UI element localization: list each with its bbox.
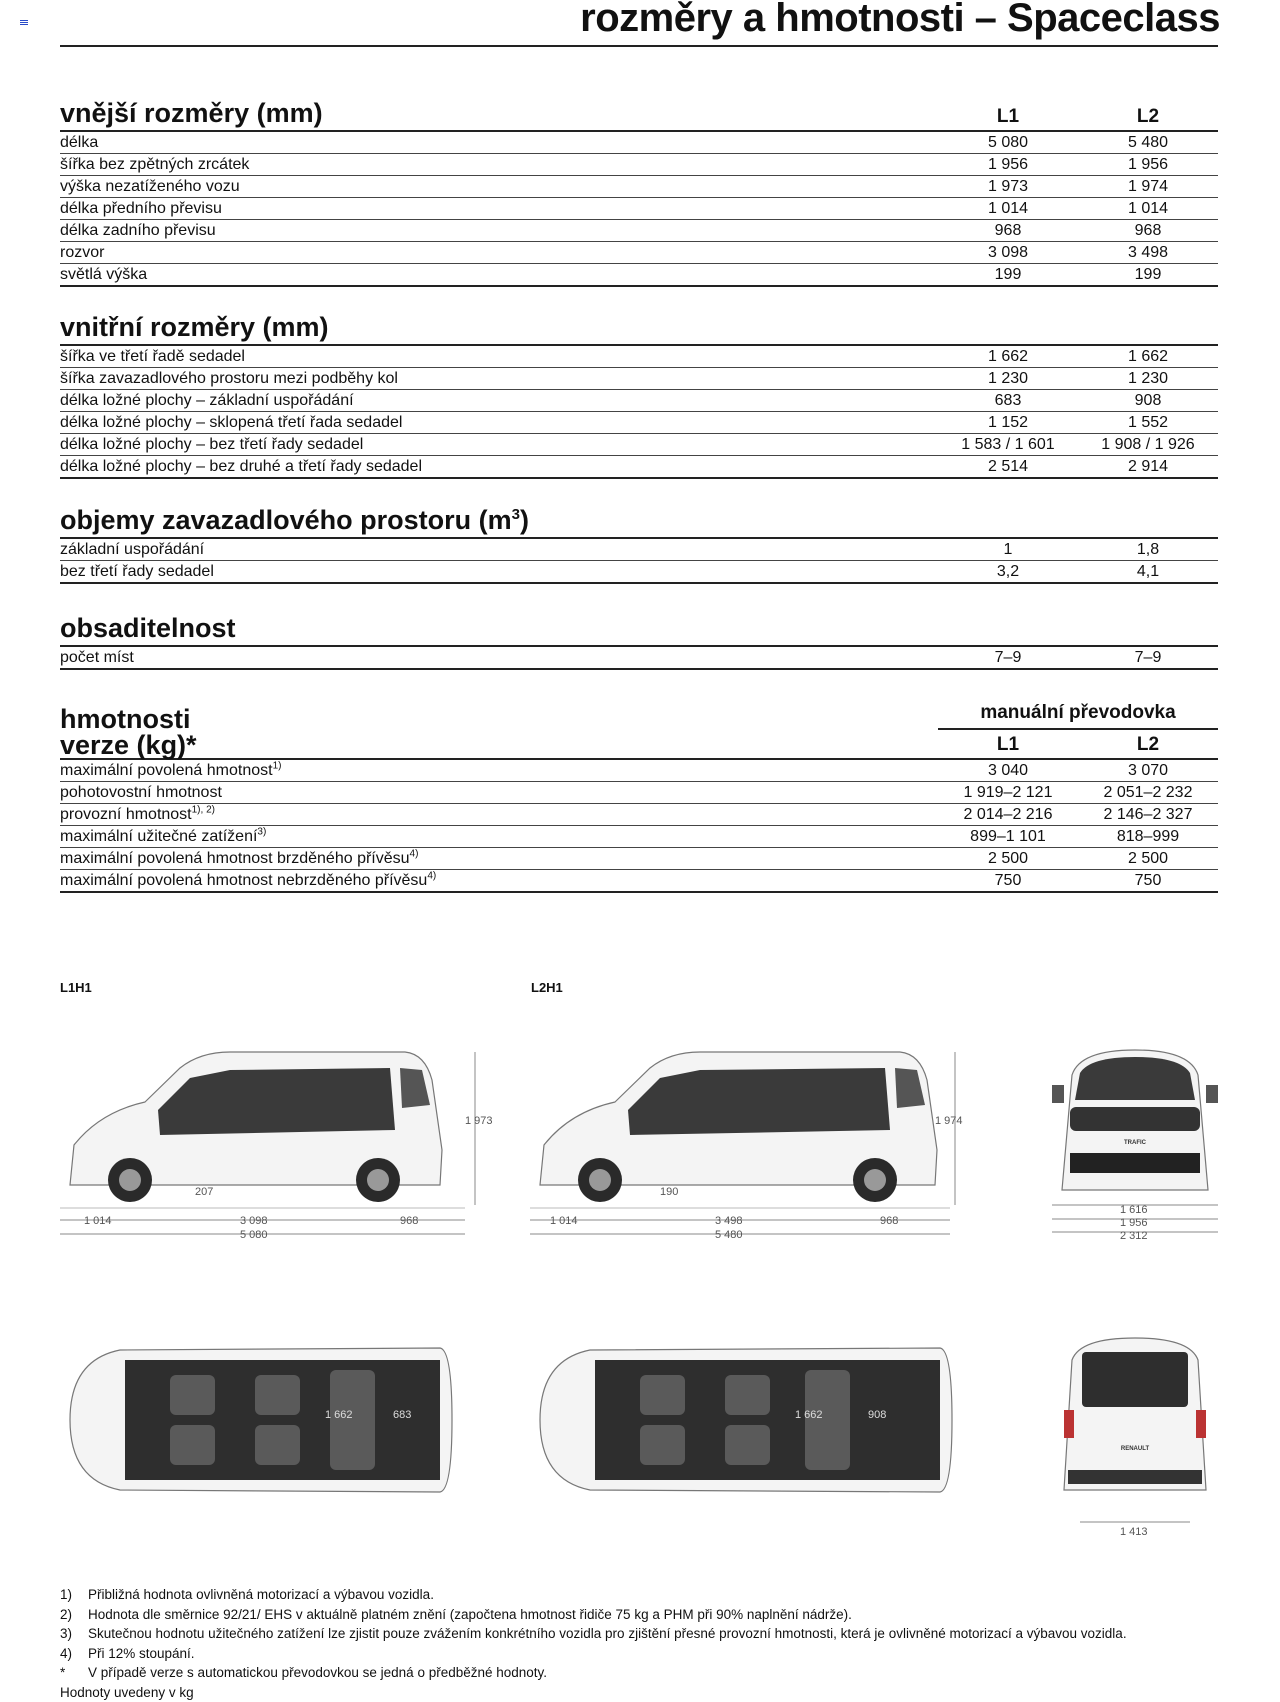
row-value-l2: 3 070 bbox=[1078, 760, 1218, 781]
row-value-l1: 968 bbox=[938, 220, 1078, 241]
l1-clearance-dim: 207 bbox=[195, 1186, 213, 1198]
footnote: 1) Přibližná hodnota ovlivněná motorizací a výbavou vozidla. bbox=[60, 1585, 1127, 1605]
row-value-l2: 7–9 bbox=[1078, 647, 1218, 668]
row-value-l1: 1 bbox=[938, 539, 1078, 560]
row-value-l1: 7–9 bbox=[938, 647, 1078, 668]
row-value-l1: 1 973 bbox=[938, 176, 1078, 197]
row-label: délka ložné plochy – bez druhé a třetí řady sedadel bbox=[60, 456, 938, 477]
row-value-l1: 750 bbox=[938, 870, 1078, 891]
table-row bbox=[60, 154, 1218, 176]
l2-front-dim: 1 014 bbox=[550, 1215, 578, 1227]
front-badge: TRAFIC bbox=[1124, 1140, 1147, 1146]
row-value-l1: 683 bbox=[938, 390, 1078, 411]
l2-side-view bbox=[530, 1040, 960, 1240]
table-row bbox=[60, 804, 1218, 826]
volumes-section bbox=[60, 505, 1218, 584]
l2-top-view bbox=[530, 1340, 960, 1500]
rear-track-dim: 1 413 bbox=[1120, 1526, 1148, 1538]
row-value-l2: 199 bbox=[1078, 264, 1218, 285]
row-value-l2: 1 014 bbox=[1078, 198, 1218, 219]
l2-wheelbase-dim: 3 498 bbox=[715, 1215, 743, 1227]
menu-icon[interactable] bbox=[20, 20, 28, 26]
l1-top-load-dim: 683 bbox=[393, 1409, 411, 1421]
seating-title: obsaditelnost bbox=[60, 613, 1218, 645]
gearbox-header bbox=[938, 702, 1218, 758]
table-row bbox=[60, 368, 1218, 390]
table-row bbox=[60, 346, 1218, 368]
footnote: 2) Hodnota dle směrnice 92/21/ EHS v aktuálně platném znění (započtena hmotnost řidiče 75 kg a PHM při 90% naplnění nádrže). bbox=[60, 1605, 1127, 1625]
seating-section bbox=[60, 613, 1218, 670]
l2-height-dim: 1 974 bbox=[935, 1115, 963, 1127]
row-value-l2: 3 498 bbox=[1078, 242, 1218, 263]
col-l2-header: L2 bbox=[1078, 106, 1218, 130]
row-label: délka ložné plochy – základní uspořádání bbox=[60, 390, 938, 411]
row-value-l1: 1 583 / 1 601 bbox=[938, 434, 1078, 455]
interior-rows bbox=[60, 346, 1218, 479]
row-label: počet míst bbox=[60, 647, 938, 668]
row-value-l2: 1 974 bbox=[1078, 176, 1218, 197]
l1-top-view bbox=[60, 1340, 460, 1500]
l1-height-dim: 1 973 bbox=[465, 1115, 493, 1127]
table-row bbox=[60, 176, 1218, 198]
exterior-section bbox=[60, 98, 1218, 287]
row-value-l1: 1 956 bbox=[938, 154, 1078, 175]
row-value-l2: 1 908 / 1 926 bbox=[1078, 434, 1218, 455]
row-label: šířka bez zpětných zrcátek bbox=[60, 154, 938, 175]
row-label: výška nezatíženého vozu bbox=[60, 176, 938, 197]
row-value-l2: 1 662 bbox=[1078, 346, 1218, 367]
gearbox-label: manuální převodovka bbox=[938, 702, 1218, 730]
table-row bbox=[60, 826, 1218, 848]
row-label: délka předního převisu bbox=[60, 198, 938, 219]
front-width-dim: 1 956 bbox=[1120, 1217, 1148, 1229]
row-value-l2: 1,8 bbox=[1078, 539, 1218, 560]
title-divider bbox=[60, 45, 1218, 47]
table-row bbox=[60, 561, 1218, 584]
table-row bbox=[60, 198, 1218, 220]
table-row bbox=[60, 848, 1218, 870]
l2-clearance-dim: 190 bbox=[660, 1186, 678, 1198]
row-label: maximální užitečné zatížení$^{3)}$ bbox=[60, 826, 938, 847]
weights-section bbox=[60, 702, 1218, 893]
volumes-rows bbox=[60, 539, 1218, 584]
volumes-title: objemy zavazadlového prostoru $(m^3)$ bbox=[60, 505, 1218, 537]
l1-side-view bbox=[60, 1040, 480, 1240]
table-row bbox=[60, 456, 1218, 479]
row-label: délka ložné plochy – bez třetí řady sedadel bbox=[60, 434, 938, 455]
row-value-l1: 3 040 bbox=[938, 760, 1078, 781]
table-row bbox=[60, 647, 1218, 670]
row-label: rozvor bbox=[60, 242, 938, 263]
row-value-l2: 2 051–2 232 bbox=[1078, 782, 1218, 803]
l2-rear-dim: 968 bbox=[880, 1215, 898, 1227]
row-value-l2: 1 956 bbox=[1078, 154, 1218, 175]
l2-top-load-dim: 908 bbox=[868, 1409, 886, 1421]
table-row bbox=[60, 782, 1218, 804]
table-row bbox=[60, 434, 1218, 456]
exterior-rows bbox=[60, 132, 1218, 287]
row-value-l1: 3,2 bbox=[938, 561, 1078, 582]
footnote: 3) Skutečnou hodnotu užitečného zatížení lze zjistit pouze zvážením konkrétního vozidla pro zjištění přesné provozní hmotnosti, která je ovlivněné motorizací a výbavou vozidla. bbox=[60, 1624, 1127, 1644]
l1-top-width-dim: 1 662 bbox=[325, 1409, 353, 1421]
row-value-l1: 199 bbox=[938, 264, 1078, 285]
row-value-l2: 968 bbox=[1078, 220, 1218, 241]
seating-rows bbox=[60, 647, 1218, 670]
row-label: maximální povolená hmotnost brzděného přívěsu$^{4)}$ bbox=[60, 848, 938, 869]
footnote: Hodnoty uvedeny v kg bbox=[60, 1683, 1127, 1702]
footnote: 4) Při 12% stoupání. bbox=[60, 1644, 1127, 1664]
row-label: maximální povolená hmotnost$^{1)}$ bbox=[60, 760, 938, 781]
row-value-l1: 2 514 bbox=[938, 456, 1078, 477]
table-row bbox=[60, 870, 1218, 893]
row-value-l2: 1 230 bbox=[1078, 368, 1218, 389]
row-label: pohotovostní hmotnost bbox=[60, 782, 938, 803]
l2-length-dim: 5 480 bbox=[715, 1229, 743, 1241]
row-label: základní uspořádání bbox=[60, 539, 938, 560]
weights-col-l2: L2 bbox=[1078, 730, 1218, 758]
row-label: bez třetí řady sedadel bbox=[60, 561, 938, 582]
row-value-l2: 2 914 bbox=[1078, 456, 1218, 477]
table-row bbox=[60, 264, 1218, 287]
rear-badge: RENAULT bbox=[1121, 1446, 1150, 1452]
row-value-l1: 1 230 bbox=[938, 368, 1078, 389]
table-row bbox=[60, 220, 1218, 242]
table-row bbox=[60, 539, 1218, 561]
col-l1-header: L1 bbox=[938, 106, 1078, 130]
row-value-l1: 1 014 bbox=[938, 198, 1078, 219]
l1-wheelbase-dim: 3 098 bbox=[240, 1215, 268, 1227]
table-row bbox=[60, 390, 1218, 412]
interior-section bbox=[60, 312, 1218, 479]
page-title: rozměry a hmotnosti – Spaceclass bbox=[580, 0, 1220, 42]
row-value-l1: 1 919–2 121 bbox=[938, 782, 1078, 803]
front-mirrors-dim: 2 312 bbox=[1120, 1230, 1148, 1242]
row-value-l2: 908 bbox=[1078, 390, 1218, 411]
l1-rear-dim: 968 bbox=[400, 1215, 418, 1227]
row-label: světlá výška bbox=[60, 264, 938, 285]
row-value-l1: 2 014–2 216 bbox=[938, 804, 1078, 825]
row-value-l2: 5 480 bbox=[1078, 132, 1218, 153]
row-value-l1: 3 098 bbox=[938, 242, 1078, 263]
row-value-l2: 2 146–2 327 bbox=[1078, 804, 1218, 825]
footnotes bbox=[60, 1585, 1127, 1702]
front-track-dim: 1 616 bbox=[1120, 1204, 1148, 1216]
l1h1-label: L1H1 bbox=[60, 980, 92, 995]
l2-top-width-dim: 1 662 bbox=[795, 1409, 823, 1421]
row-value-l2: 750 bbox=[1078, 870, 1218, 891]
row-label: šířka zavazadlového prostoru mezi podběhy kol bbox=[60, 368, 938, 389]
row-value-l2: 4,1 bbox=[1078, 561, 1218, 582]
row-value-l1: 2 500 bbox=[938, 848, 1078, 869]
front-view bbox=[1050, 1045, 1230, 1245]
table-row bbox=[60, 132, 1218, 154]
row-label: provozní hmotnost$^{1), 2)}$ bbox=[60, 804, 938, 825]
row-value-l2: 2 500 bbox=[1078, 848, 1218, 869]
row-value-l1: 1 152 bbox=[938, 412, 1078, 433]
row-value-l2: 818–999 bbox=[1078, 826, 1218, 847]
weights-rows bbox=[60, 760, 1218, 893]
footnote: * V případě verze s automatickou převodovkou se jedná o předběžné hodnoty. bbox=[60, 1663, 1127, 1683]
table-row bbox=[60, 412, 1218, 434]
weights-title: hmotnosti verze (kg)* bbox=[60, 706, 938, 758]
rear-view bbox=[1050, 1330, 1230, 1540]
interior-title: vnitřní rozměry (mm) bbox=[60, 312, 1218, 344]
l1-front-dim: 1 014 bbox=[84, 1215, 112, 1227]
l2h1-label: L2H1 bbox=[531, 980, 563, 995]
exterior-title: vnější rozměry (mm) bbox=[60, 98, 938, 130]
row-value-l1: 5 080 bbox=[938, 132, 1078, 153]
weights-col-l1: L1 bbox=[938, 730, 1078, 758]
table-row bbox=[60, 760, 1218, 782]
row-label: délka ložné plochy – sklopená třetí řada sedadel bbox=[60, 412, 938, 433]
row-label: délka zadního převisu bbox=[60, 220, 938, 241]
row-value-l1: 899–1 101 bbox=[938, 826, 1078, 847]
row-label: šířka ve třetí řadě sedadel bbox=[60, 346, 938, 367]
row-label: maximální povolená hmotnost nebrzděného přívěsu$^{4)}$ bbox=[60, 870, 938, 891]
row-value-l2: 1 552 bbox=[1078, 412, 1218, 433]
l1-length-dim: 5 080 bbox=[240, 1229, 268, 1241]
table-row bbox=[60, 242, 1218, 264]
row-value-l1: 1 662 bbox=[938, 346, 1078, 367]
row-label: délka bbox=[60, 132, 938, 153]
